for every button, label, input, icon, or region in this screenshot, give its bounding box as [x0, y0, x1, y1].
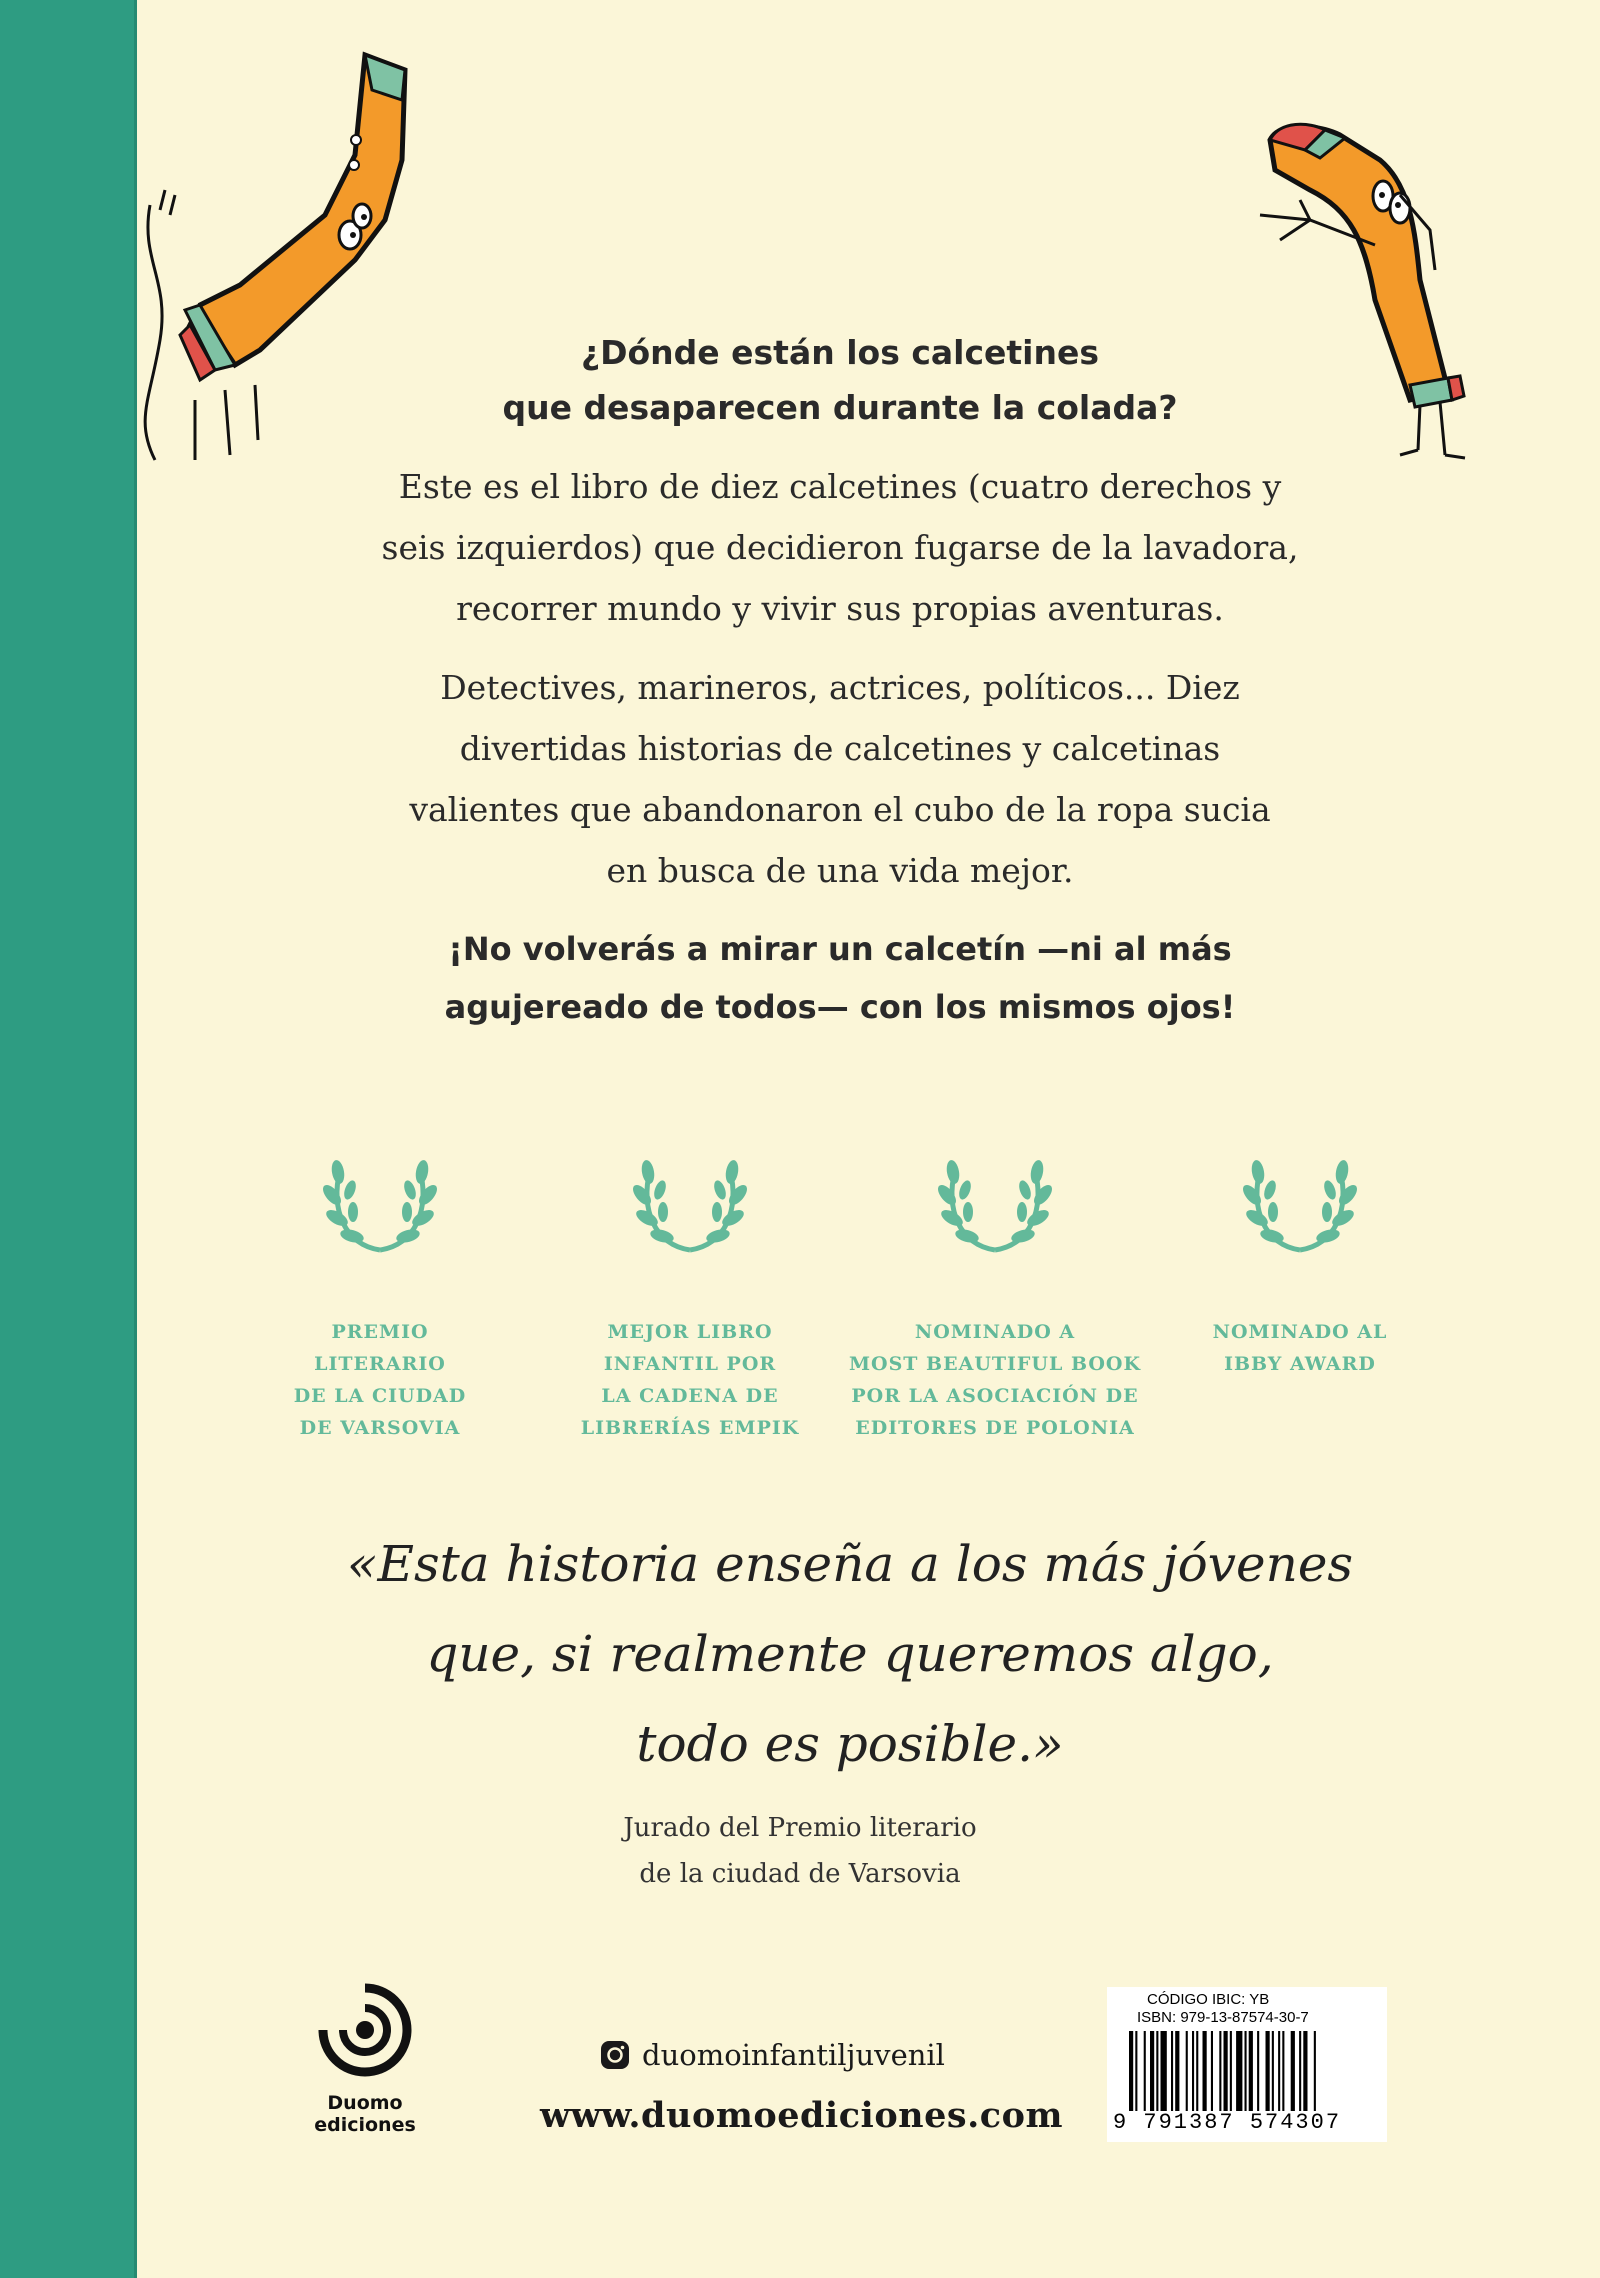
award-line: POR LA ASOCIACIÓN DE — [851, 1385, 1139, 1407]
award-ibby — [1150, 1150, 1450, 1380]
award-text — [230, 1316, 530, 1444]
award-line: DE VARSOVIA — [299, 1417, 461, 1439]
barcode-digits: 9 791387 574307 — [1113, 2110, 1342, 2135]
award-line: INFANTIL POR — [603, 1353, 777, 1375]
publisher-name: Duomo ediciones — [314, 2092, 416, 2136]
headline-line: que desaparecen durante la colada? — [502, 388, 1178, 427]
award-text — [540, 1316, 840, 1444]
tagline-line: agujereado de todos— con los mismos ojos! — [444, 988, 1236, 1026]
duomo-logo-icon — [315, 1980, 415, 2080]
ibic-code: CÓDIGO IBIC: YB — [1147, 1991, 1270, 2008]
barcode — [1107, 1987, 1387, 2142]
award-line: DE LA CIUDAD — [293, 1385, 467, 1407]
laurel-icon — [630, 1150, 750, 1260]
source-line: de la ciudad de Varsovia — [639, 1859, 961, 1889]
headline — [200, 325, 1480, 435]
award-most-beautiful-book — [845, 1150, 1145, 1444]
quote-source — [500, 1805, 1100, 1897]
award-line: PREMIO — [331, 1321, 429, 1343]
paragraph-line: seis izquierdos) que decidieron fugarse de la lavadora, — [381, 528, 1299, 567]
isbn-number: ISBN: 979-13-87574-30-7 — [1137, 2009, 1309, 2026]
paragraph-line: divertidas historias de calcetines y calcetinas — [459, 729, 1221, 768]
tagline-line: ¡No volverás a mirar un calcetín —ni al más — [448, 930, 1232, 968]
award-line: LIBRERÍAS EMPIK — [580, 1417, 800, 1439]
award-line: MOST BEAUTIFUL BOOK — [849, 1353, 1141, 1375]
award-text — [1150, 1316, 1450, 1380]
paragraph-line: valientes que abandonaron el cubo de la ropa sucia — [409, 790, 1271, 829]
tagline — [200, 920, 1480, 1036]
paragraph-line: recorrer mundo y vivir sus propias aventuras. — [456, 589, 1224, 628]
instagram-text: duomoinfantiljuvenil — [642, 2038, 945, 2072]
award-line: NOMINADO A — [914, 1321, 1076, 1343]
award-line: IBBY AWARD — [1224, 1353, 1376, 1375]
laurel-icon — [935, 1150, 1055, 1260]
headline-line: ¿Dónde están los calcetines — [580, 333, 1100, 372]
instagram-handle[interactable] — [600, 2038, 945, 2072]
quote-line-1: «Esta historia enseña a los más jóvenes — [346, 1535, 1354, 1593]
laurel-icon — [1240, 1150, 1360, 1260]
publisher-logo — [290, 1980, 440, 2136]
awards-row — [230, 1150, 1450, 1439]
award-line: MEJOR LIBRO — [607, 1321, 773, 1343]
paragraph-line: Detectives, marineros, actrices, políticos... Diez — [440, 668, 1240, 707]
award-warsaw — [230, 1150, 530, 1444]
award-line: LITERARIO — [314, 1353, 446, 1375]
book-spine — [0, 0, 137, 2278]
paragraph-line: Este es el libro de diez calcetines (cuatro derechos y — [398, 467, 1282, 506]
description-paragraph-1 — [200, 456, 1480, 639]
award-empik — [540, 1150, 840, 1444]
barcode-bars — [1129, 2031, 1379, 2111]
award-text — [845, 1316, 1145, 1444]
website-link[interactable]: www.duomoediciones.com — [540, 2095, 1063, 2136]
laurel-icon — [320, 1150, 440, 1260]
quote-line-3: todo es posible.» — [636, 1715, 1064, 1773]
award-line: EDITORES DE POLONIA — [855, 1417, 1135, 1439]
instagram-icon — [600, 2040, 630, 2070]
quote-line-2: que, si realmente queremos algo, — [426, 1625, 1274, 1683]
paragraph-line: en busca de una vida mejor. — [606, 851, 1074, 890]
award-line: NOMINADO AL — [1212, 1321, 1388, 1343]
award-line: LA CADENA DE — [601, 1385, 779, 1407]
description-paragraph-2 — [200, 657, 1480, 901]
source-line: Jurado del Premio literario — [623, 1813, 977, 1843]
